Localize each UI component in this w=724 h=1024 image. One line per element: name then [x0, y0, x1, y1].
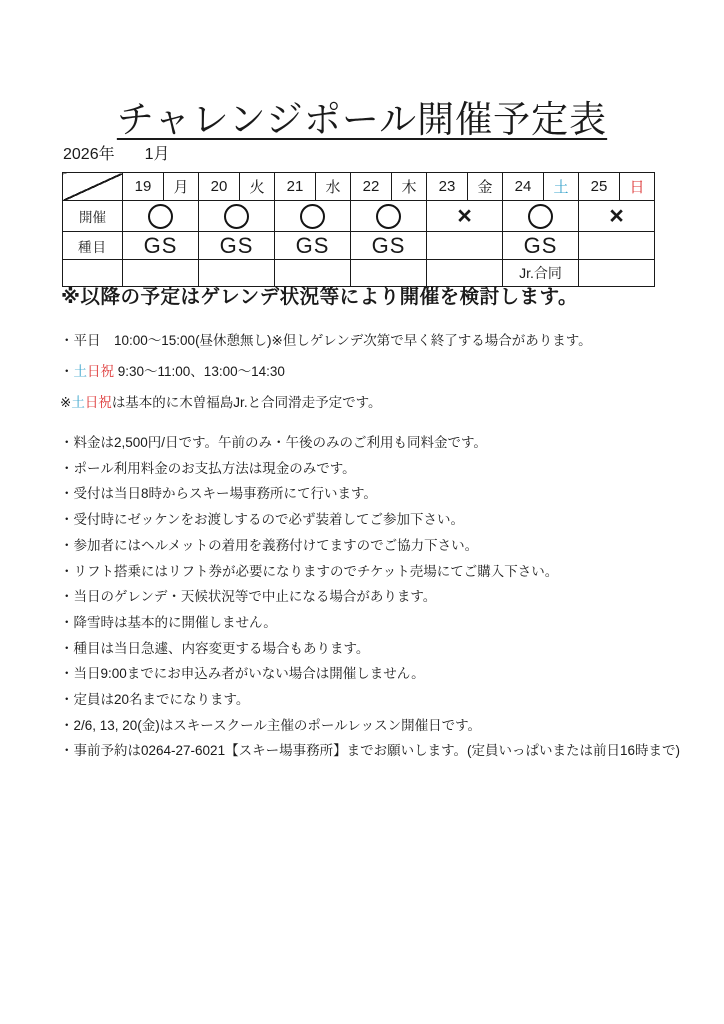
hours-segment: 土: [71, 395, 85, 410]
circle-mark: [224, 204, 249, 229]
corner-diagonal-cell: [63, 173, 123, 201]
row-label-event: 種目: [63, 232, 123, 260]
weekday-cell: 火: [240, 173, 275, 201]
held-cell: [275, 201, 351, 232]
circle-mark: [376, 204, 401, 229]
event-cell: GS: [123, 232, 199, 260]
note-item: ・降雪時は基本的に開催しません。: [60, 614, 277, 630]
document-title: チャレンジポール開催予定表: [116, 98, 608, 140]
period-month: 1月: [144, 146, 170, 163]
date-cell: 25: [579, 173, 620, 201]
hours-segment: 9:30～11:00、13:00～14:30: [114, 364, 285, 379]
note-cell: [579, 260, 655, 287]
hours-segment: 日祝: [87, 364, 114, 379]
date-cell: 22: [351, 173, 392, 201]
held-cell: [503, 201, 579, 232]
hours-line: [60, 331, 592, 350]
schedule-notice: ※以降の予定はゲレンデ状況等により開催を検討します。: [61, 286, 579, 308]
weekday-cell: 土: [544, 173, 579, 201]
note-item: ・当日のゲレンデ・天候状況等で中止になる場合があります。: [60, 589, 437, 605]
hours-segment: 土: [73, 364, 87, 379]
hours-segment: は基本的に木曽福島Jr.と合同滑走予定です。: [111, 395, 382, 410]
note-item: ・参加者にはヘルメットの着用を義務付けてますのでご協力下さい。: [60, 537, 479, 553]
hours-segment: ・平日 10:00～15:00(昼休憩無し)※但しゲレンデ次第で早く終了する場合があります。: [60, 333, 592, 348]
date-cell: 20: [199, 173, 240, 201]
event-cell: [579, 232, 655, 260]
period-year: 2026年: [63, 146, 115, 163]
held-cell: [427, 201, 503, 232]
event-cell: GS: [275, 232, 351, 260]
event-cell: GS: [199, 232, 275, 260]
notes-list: [60, 430, 680, 764]
period-line: [63, 141, 170, 164]
circle-mark: [300, 204, 325, 229]
hours-segment: ※: [60, 395, 72, 410]
weekday-cell: 木: [392, 173, 427, 201]
note-item: ・当日9:00までにお申込み者がいない場合は開催しません。: [60, 666, 425, 682]
held-cell: [351, 201, 427, 232]
note-item: ・リフト搭乗にはリフト券が必要になりますのでチケット売場にてご購入下さい。: [60, 563, 559, 579]
schedule-table: [62, 172, 655, 287]
note-cell: Jr.合同: [503, 260, 579, 287]
circle-mark: [528, 204, 553, 229]
note-item: ・受付は当日8時からスキー場事務所にて行います。: [60, 486, 377, 502]
cross-mark: ×: [609, 201, 624, 230]
date-cell: 24: [503, 173, 544, 201]
held-cell: [579, 201, 655, 232]
circle-mark: [148, 204, 173, 229]
note-item: ・種目は当日急遽、内容変更する場合もあります。: [60, 640, 370, 656]
note-item: ・事前予約は0264-27-6021【スキー場事務所】までお願いします。(定員いっぱいまたは前日16時まで): [60, 743, 680, 759]
date-cell: 19: [123, 173, 164, 201]
date-cell: 21: [275, 173, 316, 201]
row-label-held: 開催: [63, 201, 123, 232]
hours-segment: ・: [60, 364, 74, 379]
date-cell: 23: [427, 173, 468, 201]
event-cell: [427, 232, 503, 260]
weekday-cell: 日: [620, 173, 655, 201]
note-item: ・ポール利用料金のお支払方法は現金のみです。: [60, 460, 356, 476]
event-cell: GS: [503, 232, 579, 260]
note-item: ・定員は20名までになります。: [60, 692, 250, 708]
held-cell: [199, 201, 275, 232]
hours-line: [60, 393, 592, 412]
note-item: ・受付時にゼッケンをお渡しするので必ず装着してご参加下さい。: [60, 512, 465, 528]
hours-line: [60, 362, 592, 381]
cross-mark: ×: [457, 201, 472, 230]
note-item: ・2/6, 13, 20(金)はスキースクール主催のポールレッスン開催日です。: [60, 717, 482, 733]
weekday-cell: 水: [316, 173, 351, 201]
opening-hours: [60, 331, 592, 424]
weekday-cell: 月: [164, 173, 199, 201]
hours-segment: 日祝: [84, 395, 112, 410]
held-cell: [123, 201, 199, 232]
note-item: ・料金は2,500円/日です。午前のみ・午後のみのご利用も同料金です。: [60, 435, 487, 450]
event-cell: GS: [351, 232, 427, 260]
weekday-cell: 金: [468, 173, 503, 201]
